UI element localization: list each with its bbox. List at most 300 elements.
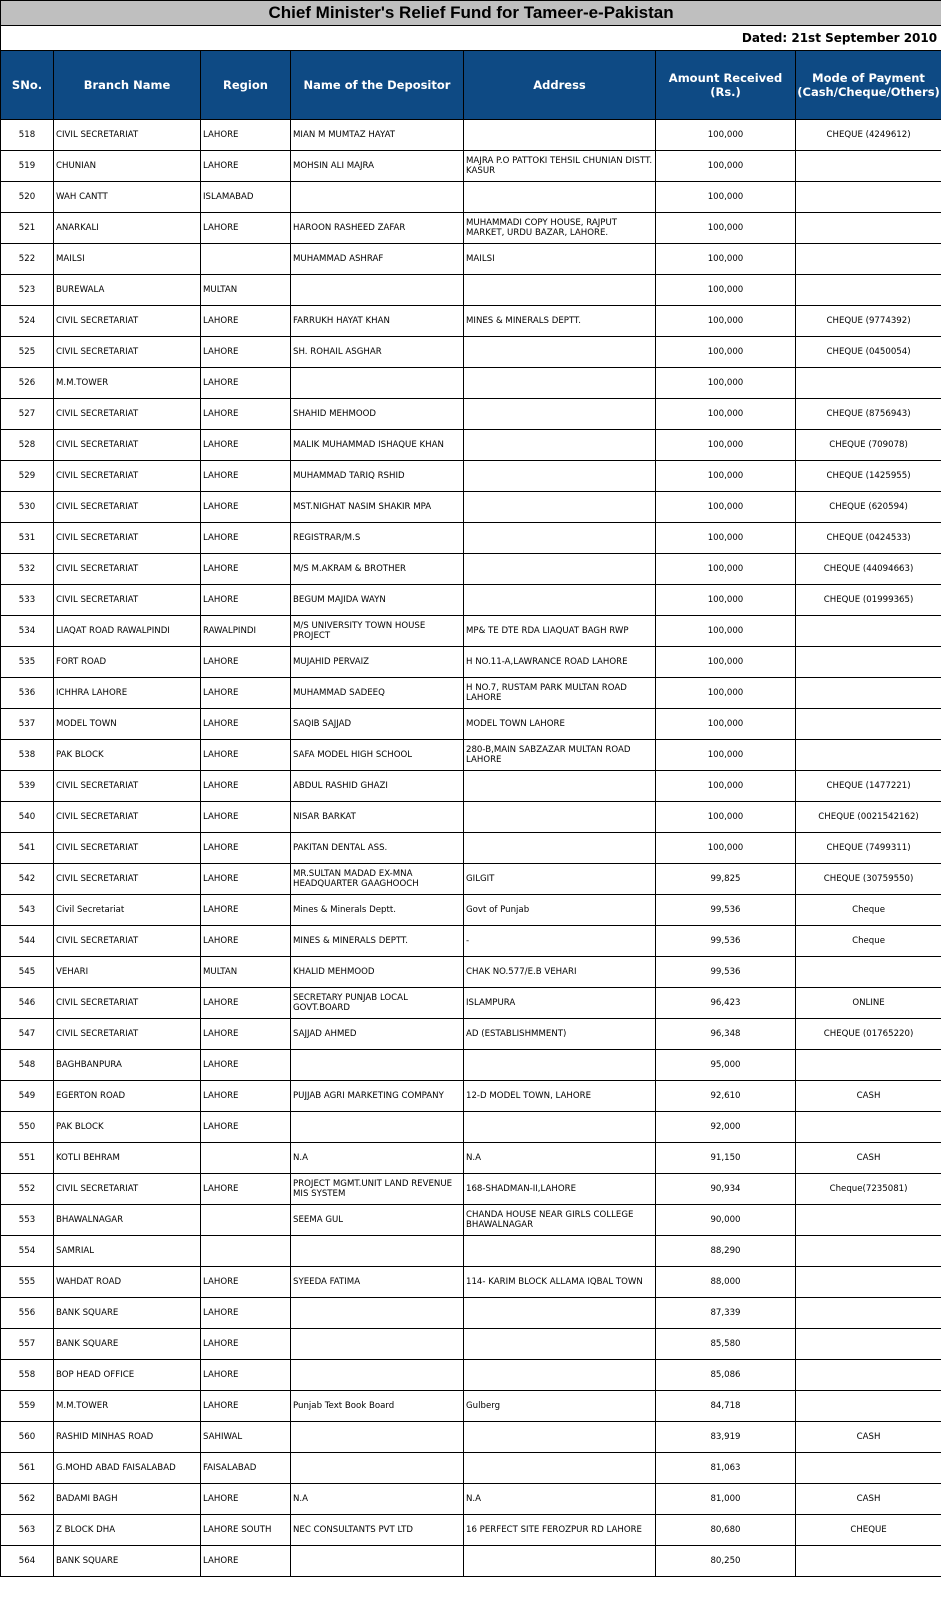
cell-address: 168-SHADMAN-II,LAHORE (464, 1174, 656, 1205)
cell-address: CHAK NO.577/E.B VEHARI (464, 957, 656, 988)
cell-depositor: M/S M.AKRAM & BROTHER (291, 554, 464, 585)
cell-branch-name: BADAMI BAGH (54, 1484, 201, 1515)
cell-region: LAHORE (201, 120, 291, 151)
cell-address (464, 1360, 656, 1391)
cell-sno: 562 (1, 1484, 54, 1515)
cell-mode-of-payment: CHEQUE (7499311) (796, 833, 941, 864)
cell-region: LAHORE (201, 678, 291, 709)
cell-branch-name: RASHID MINHAS ROAD (54, 1422, 201, 1453)
cell-region: LAHORE (201, 492, 291, 523)
cell-branch-name: WAHDAT ROAD (54, 1267, 201, 1298)
cell-address (464, 1453, 656, 1484)
cell-region: LAHORE (201, 1112, 291, 1143)
dated-label: Dated: 21st September 2010 (1, 26, 941, 51)
cell-sno: 549 (1, 1081, 54, 1112)
cell-depositor: SAFA MODEL HIGH SCHOOL (291, 740, 464, 771)
cell-depositor (291, 1298, 464, 1329)
cell-amount: 100,000 (656, 213, 796, 244)
cell-sno: 554 (1, 1236, 54, 1267)
header-region: Region (201, 51, 291, 120)
cell-branch-name: CHUNIAN (54, 151, 201, 182)
cell-amount: 85,580 (656, 1329, 796, 1360)
header-depositor: Name of the Depositor (291, 51, 464, 120)
cell-branch-name: M.M.TOWER (54, 368, 201, 399)
header-amount: Amount Received (Rs.) (656, 51, 796, 120)
table-row (1, 802, 941, 833)
cell-sno: 547 (1, 1019, 54, 1050)
cell-depositor: BEGUM MAJIDA WAYN (291, 585, 464, 616)
cell-depositor: MUHAMMAD ASHRAF (291, 244, 464, 275)
cell-mode-of-payment: CHEQUE (44094663) (796, 554, 941, 585)
table-body (1, 120, 941, 1577)
cell-depositor: FARRUKH HAYAT KHAN (291, 306, 464, 337)
cell-region: MULTAN (201, 275, 291, 306)
cell-branch-name: CIVIL SECRETARIAT (54, 523, 201, 554)
header-mode-of-payment: Mode of Payment (Cash/Cheque/Others) (796, 51, 941, 120)
cell-region (201, 1143, 291, 1174)
cell-mode-of-payment (796, 1236, 941, 1267)
cell-region: LAHORE (201, 306, 291, 337)
cell-branch-name: CIVIL SECRETARIAT (54, 926, 201, 957)
cell-depositor (291, 1453, 464, 1484)
cell-region (201, 244, 291, 275)
cell-mode-of-payment (796, 1298, 941, 1329)
cell-region: LAHORE (201, 1050, 291, 1081)
cell-branch-name: CIVIL SECRETARIAT (54, 833, 201, 864)
cell-address: H NO.7, RUSTAM PARK MULTAN ROAD LAHORE (464, 678, 656, 709)
cell-address (464, 523, 656, 554)
cell-region: MULTAN (201, 957, 291, 988)
cell-mode-of-payment (796, 1205, 941, 1236)
cell-region (201, 1236, 291, 1267)
cell-mode-of-payment: CHEQUE (8756943) (796, 399, 941, 430)
cell-address: GILGIT (464, 864, 656, 895)
cell-address: 16 PERFECT SITE FEROZPUR RD LAHORE (464, 1515, 656, 1546)
cell-amount: 99,536 (656, 895, 796, 926)
cell-amount: 100,000 (656, 399, 796, 430)
table-row (1, 151, 941, 182)
cell-region: FAISALABAD (201, 1453, 291, 1484)
cell-branch-name: MODEL TOWN (54, 709, 201, 740)
cell-branch-name: CIVIL SECRETARIAT (54, 120, 201, 151)
cell-amount: 80,680 (656, 1515, 796, 1546)
cell-region: LAHORE (201, 368, 291, 399)
cell-region: LAHORE (201, 461, 291, 492)
table-row (1, 399, 941, 430)
cell-region: LAHORE (201, 1360, 291, 1391)
cell-address (464, 492, 656, 523)
cell-sno: 539 (1, 771, 54, 802)
cell-branch-name: CIVIL SECRETARIAT (54, 771, 201, 802)
cell-region: LAHORE (201, 585, 291, 616)
cell-branch-name: ANARKALI (54, 213, 201, 244)
date-row (1, 26, 941, 51)
cell-depositor: MUJAHID PERVAIZ (291, 647, 464, 678)
cell-depositor (291, 1360, 464, 1391)
cell-address (464, 1329, 656, 1360)
title-row (1, 1, 941, 26)
cell-amount: 91,150 (656, 1143, 796, 1174)
cell-address (464, 554, 656, 585)
cell-region: LAHORE (201, 895, 291, 926)
cell-address (464, 1298, 656, 1329)
cell-sno: 527 (1, 399, 54, 430)
cell-address: Govt of Punjab (464, 895, 656, 926)
cell-depositor: SAQIB SAJJAD (291, 709, 464, 740)
cell-address: CHANDA HOUSE NEAR GIRLS COLLEGE BHAWALNAGAR (464, 1205, 656, 1236)
cell-branch-name: ICHHRA LAHORE (54, 678, 201, 709)
cell-region: LAHORE (201, 740, 291, 771)
cell-address (464, 275, 656, 306)
cell-branch-name: CIVIL SECRETARIAT (54, 864, 201, 895)
table-row (1, 1143, 941, 1174)
cell-address: N.A (464, 1143, 656, 1174)
cell-amount: 100,000 (656, 771, 796, 802)
cell-address: 12-D MODEL TOWN, LAHORE (464, 1081, 656, 1112)
cell-amount: 90,000 (656, 1205, 796, 1236)
table-row (1, 1546, 941, 1577)
cell-branch-name: MAILSI (54, 244, 201, 275)
cell-amount: 83,919 (656, 1422, 796, 1453)
cell-depositor (291, 1050, 464, 1081)
cell-depositor: HAROON RASHEED ZAFAR (291, 213, 464, 244)
cell-region: LAHORE (201, 1174, 291, 1205)
cell-branch-name: CIVIL SECRETARIAT (54, 988, 201, 1019)
cell-sno: 545 (1, 957, 54, 988)
cell-depositor: MR.SULTAN MADAD EX-MNA HEADQUARTER GAAGHOOCH (291, 864, 464, 895)
cell-branch-name: PAK BLOCK (54, 1112, 201, 1143)
table-row (1, 120, 941, 151)
cell-amount: 92,610 (656, 1081, 796, 1112)
cell-sno: 559 (1, 1391, 54, 1422)
cell-address: 114- KARIM BLOCK ALLAMA IQBAL TOWN (464, 1267, 656, 1298)
cell-depositor (291, 368, 464, 399)
cell-sno: 548 (1, 1050, 54, 1081)
cell-branch-name: FORT ROAD (54, 647, 201, 678)
cell-branch-name: CIVIL SECRETARIAT (54, 337, 201, 368)
cell-amount: 100,000 (656, 585, 796, 616)
cell-mode-of-payment: Cheque (796, 895, 941, 926)
cell-depositor (291, 275, 464, 306)
cell-branch-name: KOTLI BEHRAM (54, 1143, 201, 1174)
cell-sno: 542 (1, 864, 54, 895)
table-row (1, 740, 941, 771)
cell-depositor: MUHAMMAD SADEEQ (291, 678, 464, 709)
cell-address (464, 120, 656, 151)
table-row (1, 1298, 941, 1329)
cell-mode-of-payment: CHEQUE (1425955) (796, 461, 941, 492)
cell-sno: 540 (1, 802, 54, 833)
cell-amount: 100,000 (656, 833, 796, 864)
cell-region: LAHORE (201, 151, 291, 182)
cell-branch-name: WAH CANTT (54, 182, 201, 213)
cell-address: AD (ESTABLISHMMENT) (464, 1019, 656, 1050)
cell-sno: 519 (1, 151, 54, 182)
cell-depositor: REGISTRAR/M.S (291, 523, 464, 554)
cell-depositor: ABDUL RASHID GHAZI (291, 771, 464, 802)
cell-depositor (291, 1546, 464, 1577)
cell-sno: 525 (1, 337, 54, 368)
cell-sno: 526 (1, 368, 54, 399)
table-row (1, 616, 941, 647)
cell-depositor (291, 182, 464, 213)
cell-branch-name: G.MOHD ABAD FAISALABAD (54, 1453, 201, 1484)
cell-branch-name: BANK SQUARE (54, 1298, 201, 1329)
cell-branch-name: CIVIL SECRETARIAT (54, 585, 201, 616)
cell-region (201, 1205, 291, 1236)
cell-address: MUHAMMADI COPY HOUSE, RAJPUT MARKET, URDU BAZAR, LAHORE. (464, 213, 656, 244)
cell-amount: 88,000 (656, 1267, 796, 1298)
table-row (1, 337, 941, 368)
table-row (1, 461, 941, 492)
cell-region: LAHORE (201, 1019, 291, 1050)
cell-region: LAHORE (201, 337, 291, 368)
table-row (1, 1329, 941, 1360)
cell-region: LAHORE (201, 833, 291, 864)
cell-depositor: MINES & MINERALS DEPTT. (291, 926, 464, 957)
cell-sno: 564 (1, 1546, 54, 1577)
cell-mode-of-payment: CHEQUE (796, 1515, 941, 1546)
table-row (1, 1453, 941, 1484)
cell-mode-of-payment: CHEQUE (0021542162) (796, 802, 941, 833)
cell-branch-name: CIVIL SECRETARIAT (54, 430, 201, 461)
header-sno: SNo. (1, 51, 54, 120)
cell-sno: 528 (1, 430, 54, 461)
cell-depositor: Punjab Text Book Board (291, 1391, 464, 1422)
cell-sno: 529 (1, 461, 54, 492)
cell-amount: 100,000 (656, 430, 796, 461)
cell-amount: 100,000 (656, 275, 796, 306)
cell-region: LAHORE (201, 1267, 291, 1298)
cell-sno: 536 (1, 678, 54, 709)
cell-amount: 100,000 (656, 678, 796, 709)
cell-mode-of-payment: CHEQUE (620594) (796, 492, 941, 523)
cell-amount: 81,000 (656, 1484, 796, 1515)
cell-region: LAHORE (201, 554, 291, 585)
cell-address: 280-B,MAIN SABZAZAR MULTAN ROAD LAHORE (464, 740, 656, 771)
cell-amount: 88,290 (656, 1236, 796, 1267)
cell-address: ISLAMPURA (464, 988, 656, 1019)
cell-region: LAHORE SOUTH (201, 1515, 291, 1546)
cell-region: LAHORE (201, 864, 291, 895)
cell-mode-of-payment: CHEQUE (30759550) (796, 864, 941, 895)
cell-sno: 558 (1, 1360, 54, 1391)
cell-depositor (291, 1329, 464, 1360)
cell-address (464, 430, 656, 461)
cell-mode-of-payment: CASH (796, 1143, 941, 1174)
table-row (1, 585, 941, 616)
cell-branch-name: SAMRIAL (54, 1236, 201, 1267)
cell-sno: 560 (1, 1422, 54, 1453)
cell-region: LAHORE (201, 1081, 291, 1112)
cell-address (464, 399, 656, 430)
cell-depositor: SYEEDA FATIMA (291, 1267, 464, 1298)
cell-address: MAJRA P.O PATTOKI TEHSIL CHUNIAN DISTT. KASUR (464, 151, 656, 182)
header-branch-name: Branch Name (54, 51, 201, 120)
cell-amount: 92,000 (656, 1112, 796, 1143)
cell-sno: 537 (1, 709, 54, 740)
table-row (1, 213, 941, 244)
cell-branch-name: BUREWALA (54, 275, 201, 306)
cell-depositor: SAJJAD AHMED (291, 1019, 464, 1050)
cell-amount: 100,000 (656, 802, 796, 833)
table-row (1, 678, 941, 709)
cell-mode-of-payment (796, 1546, 941, 1577)
cell-mode-of-payment (796, 1360, 941, 1391)
table-row (1, 1391, 941, 1422)
table-row (1, 523, 941, 554)
table-row (1, 1112, 941, 1143)
cell-sno: 531 (1, 523, 54, 554)
cell-depositor (291, 1112, 464, 1143)
cell-mode-of-payment (796, 957, 941, 988)
cell-depositor: SEEMA GUL (291, 1205, 464, 1236)
cell-sno: 521 (1, 213, 54, 244)
column-header-row (1, 51, 941, 120)
cell-address (464, 182, 656, 213)
cell-mode-of-payment (796, 647, 941, 678)
cell-region: LAHORE (201, 399, 291, 430)
cell-mode-of-payment (796, 1112, 941, 1143)
cell-region: RAWALPINDI (201, 616, 291, 647)
cell-branch-name: VEHARI (54, 957, 201, 988)
table-row (1, 430, 941, 461)
cell-mode-of-payment: CHEQUE (0450054) (796, 337, 941, 368)
page-title: Chief Minister's Relief Fund for Tameer-e-Pakistan (1, 1, 941, 26)
cell-amount: 84,718 (656, 1391, 796, 1422)
cell-branch-name: EGERTON ROAD (54, 1081, 201, 1112)
cell-branch-name: BHAWALNAGAR (54, 1205, 201, 1236)
cell-branch-name: CIVIL SECRETARIAT (54, 802, 201, 833)
cell-depositor: NISAR BARKAT (291, 802, 464, 833)
cell-region: LAHORE (201, 213, 291, 244)
cell-sno: 552 (1, 1174, 54, 1205)
cell-region: LAHORE (201, 1546, 291, 1577)
cell-amount: 100,000 (656, 554, 796, 585)
cell-sno: 534 (1, 616, 54, 647)
cell-mode-of-payment (796, 616, 941, 647)
cell-depositor: PUJJAB AGRI MARKETING COMPANY (291, 1081, 464, 1112)
cell-address: MODEL TOWN LAHORE (464, 709, 656, 740)
cell-amount: 100,000 (656, 523, 796, 554)
cell-address (464, 771, 656, 802)
cell-sno: 541 (1, 833, 54, 864)
cell-amount: 85,086 (656, 1360, 796, 1391)
cell-branch-name: BAGHBANPURA (54, 1050, 201, 1081)
cell-mode-of-payment: CASH (796, 1081, 941, 1112)
cell-sno: 553 (1, 1205, 54, 1236)
cell-amount: 99,536 (656, 957, 796, 988)
cell-amount: 100,000 (656, 461, 796, 492)
table-row (1, 1422, 941, 1453)
cell-mode-of-payment: CHEQUE (1477221) (796, 771, 941, 802)
cell-mode-of-payment: ONLINE (796, 988, 941, 1019)
cell-branch-name: PAK BLOCK (54, 740, 201, 771)
table-row (1, 957, 941, 988)
cell-mode-of-payment (796, 740, 941, 771)
cell-mode-of-payment (796, 1453, 941, 1484)
cell-sno: 561 (1, 1453, 54, 1484)
table-row (1, 926, 941, 957)
table-row (1, 864, 941, 895)
cell-address (464, 461, 656, 492)
cell-address (464, 1050, 656, 1081)
table-row (1, 1484, 941, 1515)
cell-amount: 100,000 (656, 647, 796, 678)
cell-amount: 100,000 (656, 709, 796, 740)
table-row (1, 182, 941, 213)
cell-region: LAHORE (201, 647, 291, 678)
cell-address (464, 833, 656, 864)
cell-branch-name: CIVIL SECRETARIAT (54, 461, 201, 492)
cell-sno: 523 (1, 275, 54, 306)
cell-sno: 563 (1, 1515, 54, 1546)
cell-amount: 100,000 (656, 306, 796, 337)
table-row (1, 368, 941, 399)
table-row (1, 1019, 941, 1050)
cell-sno: 551 (1, 1143, 54, 1174)
cell-branch-name: BANK SQUARE (54, 1546, 201, 1577)
cell-depositor (291, 1422, 464, 1453)
table-row (1, 771, 941, 802)
cell-sno: 555 (1, 1267, 54, 1298)
cell-mode-of-payment (796, 1391, 941, 1422)
cell-amount: 95,000 (656, 1050, 796, 1081)
table-row (1, 1236, 941, 1267)
cell-mode-of-payment (796, 182, 941, 213)
table-row (1, 1515, 941, 1546)
cell-depositor: SECRETARY PUNJAB LOCAL GOVT.BOARD (291, 988, 464, 1019)
cell-mode-of-payment (796, 678, 941, 709)
table-row (1, 895, 941, 926)
cell-address (464, 337, 656, 368)
table-row (1, 492, 941, 523)
cell-region: LAHORE (201, 1391, 291, 1422)
table-row (1, 1081, 941, 1112)
cell-region: LAHORE (201, 926, 291, 957)
cell-depositor: MST.NIGHAT NASIM SHAKIR MPA (291, 492, 464, 523)
cell-amount: 99,536 (656, 926, 796, 957)
cell-depositor: KHALID MEHMOOD (291, 957, 464, 988)
cell-sno: 530 (1, 492, 54, 523)
cell-address: MP& TE DTE RDA LIAQUAT BAGH RWP (464, 616, 656, 647)
cell-amount: 100,000 (656, 492, 796, 523)
cell-branch-name: Z BLOCK DHA (54, 1515, 201, 1546)
cell-sno: 535 (1, 647, 54, 678)
cell-address: - (464, 926, 656, 957)
cell-depositor: PROJECT MGMT.UNIT LAND REVENUE MIS SYSTEM (291, 1174, 464, 1205)
cell-region: LAHORE (201, 523, 291, 554)
cell-mode-of-payment: CASH (796, 1422, 941, 1453)
table-row (1, 647, 941, 678)
cell-depositor: N.A (291, 1484, 464, 1515)
cell-mode-of-payment (796, 151, 941, 182)
cell-sno: 520 (1, 182, 54, 213)
cell-amount: 80,250 (656, 1546, 796, 1577)
table-row (1, 1267, 941, 1298)
cell-sno: 544 (1, 926, 54, 957)
cell-branch-name: LIAQAT ROAD RAWALPINDI (54, 616, 201, 647)
cell-branch-name: CIVIL SECRETARIAT (54, 1019, 201, 1050)
cell-branch-name: CIVIL SECRETARIAT (54, 554, 201, 585)
cell-branch-name: CIVIL SECRETARIAT (54, 1174, 201, 1205)
cell-amount: 100,000 (656, 151, 796, 182)
table-row (1, 306, 941, 337)
cell-amount: 100,000 (656, 337, 796, 368)
cell-sno: 524 (1, 306, 54, 337)
cell-depositor: MALIK MUHAMMAD ISHAQUE KHAN (291, 430, 464, 461)
table-row (1, 1360, 941, 1391)
